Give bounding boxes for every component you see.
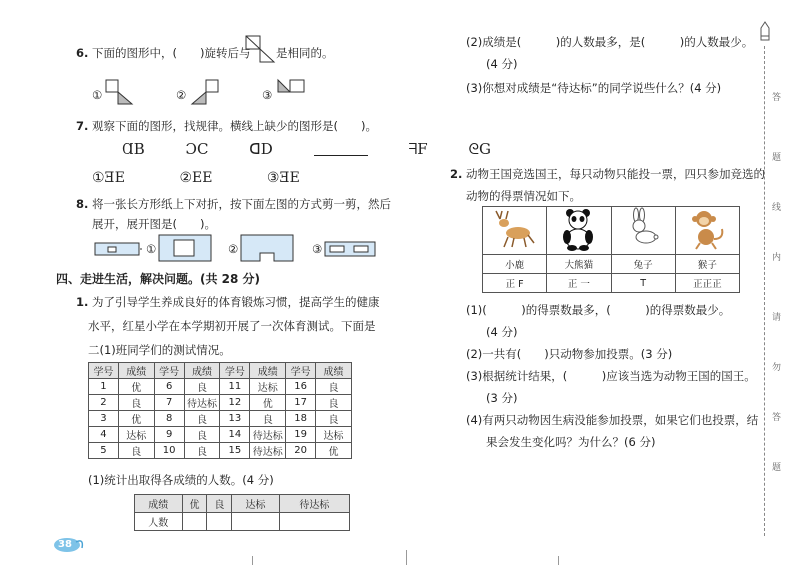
table-cell: 良: [316, 395, 352, 411]
header-cell: 成绩: [316, 363, 352, 379]
fold-mark: [406, 550, 407, 565]
table-cell: 8: [154, 411, 184, 427]
table-cell: 良: [184, 427, 220, 443]
q6-option-1[interactable]: ①: [92, 88, 103, 102]
q8-prompt-1: 将一张长方形纸上下对折，按下面左图的方式剪一剪，然后: [92, 197, 392, 211]
q7-seq-1: ⱭB: [122, 140, 145, 158]
q8-option-3[interactable]: ③: [312, 242, 323, 256]
table-cell: 良: [184, 379, 220, 395]
side-char: 线: [772, 203, 782, 213]
q7-answer-blank[interactable]: [314, 145, 368, 156]
table-cell: 优: [118, 411, 154, 427]
q2-prompt-2: 动物的得票情况如下。: [466, 189, 581, 203]
q1-prompt-1: 为了引导学生养成良好的体育锻炼习惯，提高学生的健康: [92, 295, 380, 309]
q8-option-2[interactable]: ②: [228, 242, 239, 256]
table-cell: 达标: [250, 379, 286, 395]
q1-line1: [76, 294, 380, 310]
answer-cell[interactable]: [182, 513, 207, 531]
table-cell: 良: [316, 379, 352, 395]
header-cell: 成绩: [135, 495, 183, 513]
q6-text: [76, 45, 251, 61]
q7-number: 7.: [76, 119, 89, 133]
panda-cell: [547, 207, 611, 255]
deer-icon: [486, 207, 544, 251]
table-cell: 14: [220, 427, 250, 443]
count-table: [134, 494, 350, 531]
q6-number: 6.: [76, 46, 89, 60]
table-cell: 12: [220, 395, 250, 411]
q7-option-3[interactable]: ③ƎE: [266, 170, 300, 186]
q7-seq-5: ᘓG: [468, 140, 492, 158]
monkey-icon: [678, 207, 736, 251]
count-table-header: [135, 495, 350, 513]
fold-mark: [252, 556, 253, 565]
q6-suffix: 是相同的。: [276, 46, 334, 60]
table-cell: 达标: [118, 427, 154, 443]
table-row: [89, 427, 352, 443]
panda-icon: [550, 207, 608, 251]
side-char: 勿: [772, 363, 782, 373]
sub1-text: (1)统计出取得各成绩的人数。(4 分): [88, 473, 274, 487]
table-cell: 优: [250, 395, 286, 411]
table-cell: 2: [89, 395, 119, 411]
sub2-score: (4 分): [486, 57, 518, 71]
table-row: [89, 395, 352, 411]
q7-options: [92, 170, 300, 186]
score-table-header: [89, 363, 352, 379]
tally-row: [483, 274, 740, 293]
header-cell: 良: [207, 495, 232, 513]
table-cell: 良: [316, 411, 352, 427]
table-cell: 良: [118, 395, 154, 411]
side-char: 题: [772, 153, 782, 163]
table-cell: 15: [220, 443, 250, 459]
header-cell: 待达标: [279, 495, 349, 513]
q2-number: 2.: [450, 167, 463, 181]
r3-score: (3 分): [486, 391, 518, 405]
table-cell: 18: [286, 411, 316, 427]
animal-name: 小鹿: [483, 255, 547, 274]
table-cell: 待达标: [250, 427, 286, 443]
header-cell: 学号: [89, 363, 119, 379]
tally-mark: 正 F: [483, 274, 547, 293]
header-cell: 达标: [232, 495, 280, 513]
rabbit-icon: [614, 207, 672, 251]
table-row: [89, 411, 352, 427]
table-cell: 9: [154, 427, 184, 443]
table-cell: 17: [286, 395, 316, 411]
vote-table: [482, 206, 740, 293]
r2-text: (2)一共有( )只动物参加投票。(3 分): [466, 347, 673, 361]
tally-mark: T: [611, 274, 675, 293]
sub2-text: (2)成绩是( )的人数最多，是( )的人数最少。: [466, 35, 754, 49]
score-table: [88, 362, 352, 459]
table-cell: 4: [89, 427, 119, 443]
header-cell: 优: [182, 495, 207, 513]
q6-target-shape: [242, 34, 276, 64]
table-cell: 优: [118, 379, 154, 395]
row-label: 人数: [135, 513, 183, 531]
q8-shape-2: [240, 234, 294, 262]
q1-prompt-2: 水平，红星小学在本学期初开展了一次体育测试。下面是: [88, 319, 376, 333]
q6-shape-2: [190, 78, 222, 106]
r3-text: (3)根据统计结果，( )应该当选为动物王国的国王。: [466, 369, 756, 383]
q7-seq-2: ƆC: [185, 140, 209, 158]
q1-number: 1.: [76, 295, 89, 309]
pencil-icon: [758, 20, 772, 44]
table-cell: 良: [118, 443, 154, 459]
table-row: [89, 379, 352, 395]
sub3-text: (3)你想对成绩是“待达标”的同学说些什么？(4 分): [466, 81, 722, 95]
tally-mark: 正 一: [547, 274, 611, 293]
side-char: 答: [772, 413, 782, 423]
tally-mark: 正正正: [675, 274, 739, 293]
q8-shape-3: [324, 240, 376, 258]
side-char: 内: [772, 253, 782, 263]
q7-seq-3: ᗡD: [249, 140, 273, 158]
table-cell: 20: [286, 443, 316, 459]
side-char: 请: [772, 313, 782, 323]
q7-option-2[interactable]: ②EE: [179, 170, 213, 186]
section4-title: 四、走进生活，解决问题。(共 28 分): [56, 272, 261, 286]
q6-shape-1: [104, 78, 136, 106]
r4-line1: (4)有两只动物因生病没能参加投票，如果它们也投票，结: [466, 413, 759, 427]
animal-name: 兔子: [611, 255, 675, 274]
binding-line: [764, 46, 765, 536]
q7-prompt: 观察下面的图形，找规律。横线上缺少的图形是( )。: [92, 119, 378, 133]
q8-line1: [76, 196, 391, 212]
animal-name: 猴子: [675, 255, 739, 274]
q8-prompt-2: 展开，展开图是( )。: [92, 217, 216, 231]
side-char: 题: [772, 463, 782, 473]
table-cell: 1: [89, 379, 119, 395]
table-cell: 优: [316, 443, 352, 459]
q8-folded-paper: [94, 240, 142, 258]
q7-sequence: [122, 140, 491, 158]
header-cell: 学号: [286, 363, 316, 379]
q8-shape-1: [158, 234, 212, 262]
q1-prompt-3: 二(1)班同学们的测试情况。: [88, 343, 231, 357]
answer-cell[interactable]: [279, 513, 349, 531]
table-cell: 6: [154, 379, 184, 395]
table-row: [135, 513, 350, 531]
q6-shape-3: [276, 78, 308, 106]
animal-image-row: [483, 207, 740, 255]
r1-text: (1)( )的得票数最多，( )的得票数最少。: [466, 303, 731, 317]
animal-name: 大熊猫: [547, 255, 611, 274]
animal-name-row: [483, 255, 740, 274]
table-cell: 待达标: [250, 443, 286, 459]
monkey-cell: [675, 207, 739, 255]
answer-cell[interactable]: [207, 513, 232, 531]
header-cell: 学号: [154, 363, 184, 379]
table-cell: 5: [89, 443, 119, 459]
header-cell: 成绩: [184, 363, 220, 379]
table-cell: 10: [154, 443, 184, 459]
q7-seq-4: ᖷF: [408, 140, 428, 158]
header-cell: 成绩: [118, 363, 154, 379]
table-cell: 7: [154, 395, 184, 411]
q7-text: [76, 118, 377, 134]
table-cell: 良: [250, 411, 286, 427]
q6-option-3[interactable]: ③: [262, 88, 273, 102]
header-cell: 学号: [220, 363, 250, 379]
table-cell: 3: [89, 411, 119, 427]
table-cell: 良: [184, 443, 220, 459]
table-cell: 16: [286, 379, 316, 395]
r1-score: (4 分): [486, 325, 518, 339]
q7-option-1[interactable]: ①ƎE: [92, 170, 125, 186]
page-number: 38: [58, 539, 72, 550]
q8-option-1[interactable]: ①: [146, 242, 157, 256]
rabbit-cell: [611, 207, 675, 255]
table-cell: 13: [220, 411, 250, 427]
q2-prompt-1: 动物王国竞选国王，每只动物只能投一票，四只参加竞选的: [466, 167, 766, 181]
answer-cell[interactable]: [232, 513, 280, 531]
side-char: 答: [772, 93, 782, 103]
table-cell: 达标: [316, 427, 352, 443]
q6-prompt: 下面的图形中，( )旋转后与: [92, 46, 251, 60]
table-cell: 19: [286, 427, 316, 443]
table-row: [89, 443, 352, 459]
q8-number: 8.: [76, 197, 89, 211]
fold-mark: [558, 556, 559, 565]
r4-line2: 果会发生变化吗？为什么？(6 分): [486, 435, 656, 449]
q2-line1: [450, 166, 765, 182]
q6-option-2[interactable]: ②: [176, 88, 187, 102]
deer-cell: [483, 207, 547, 255]
table-cell: 11: [220, 379, 250, 395]
header-cell: 成绩: [250, 363, 286, 379]
table-cell: 待达标: [184, 395, 220, 411]
table-cell: 良: [184, 411, 220, 427]
